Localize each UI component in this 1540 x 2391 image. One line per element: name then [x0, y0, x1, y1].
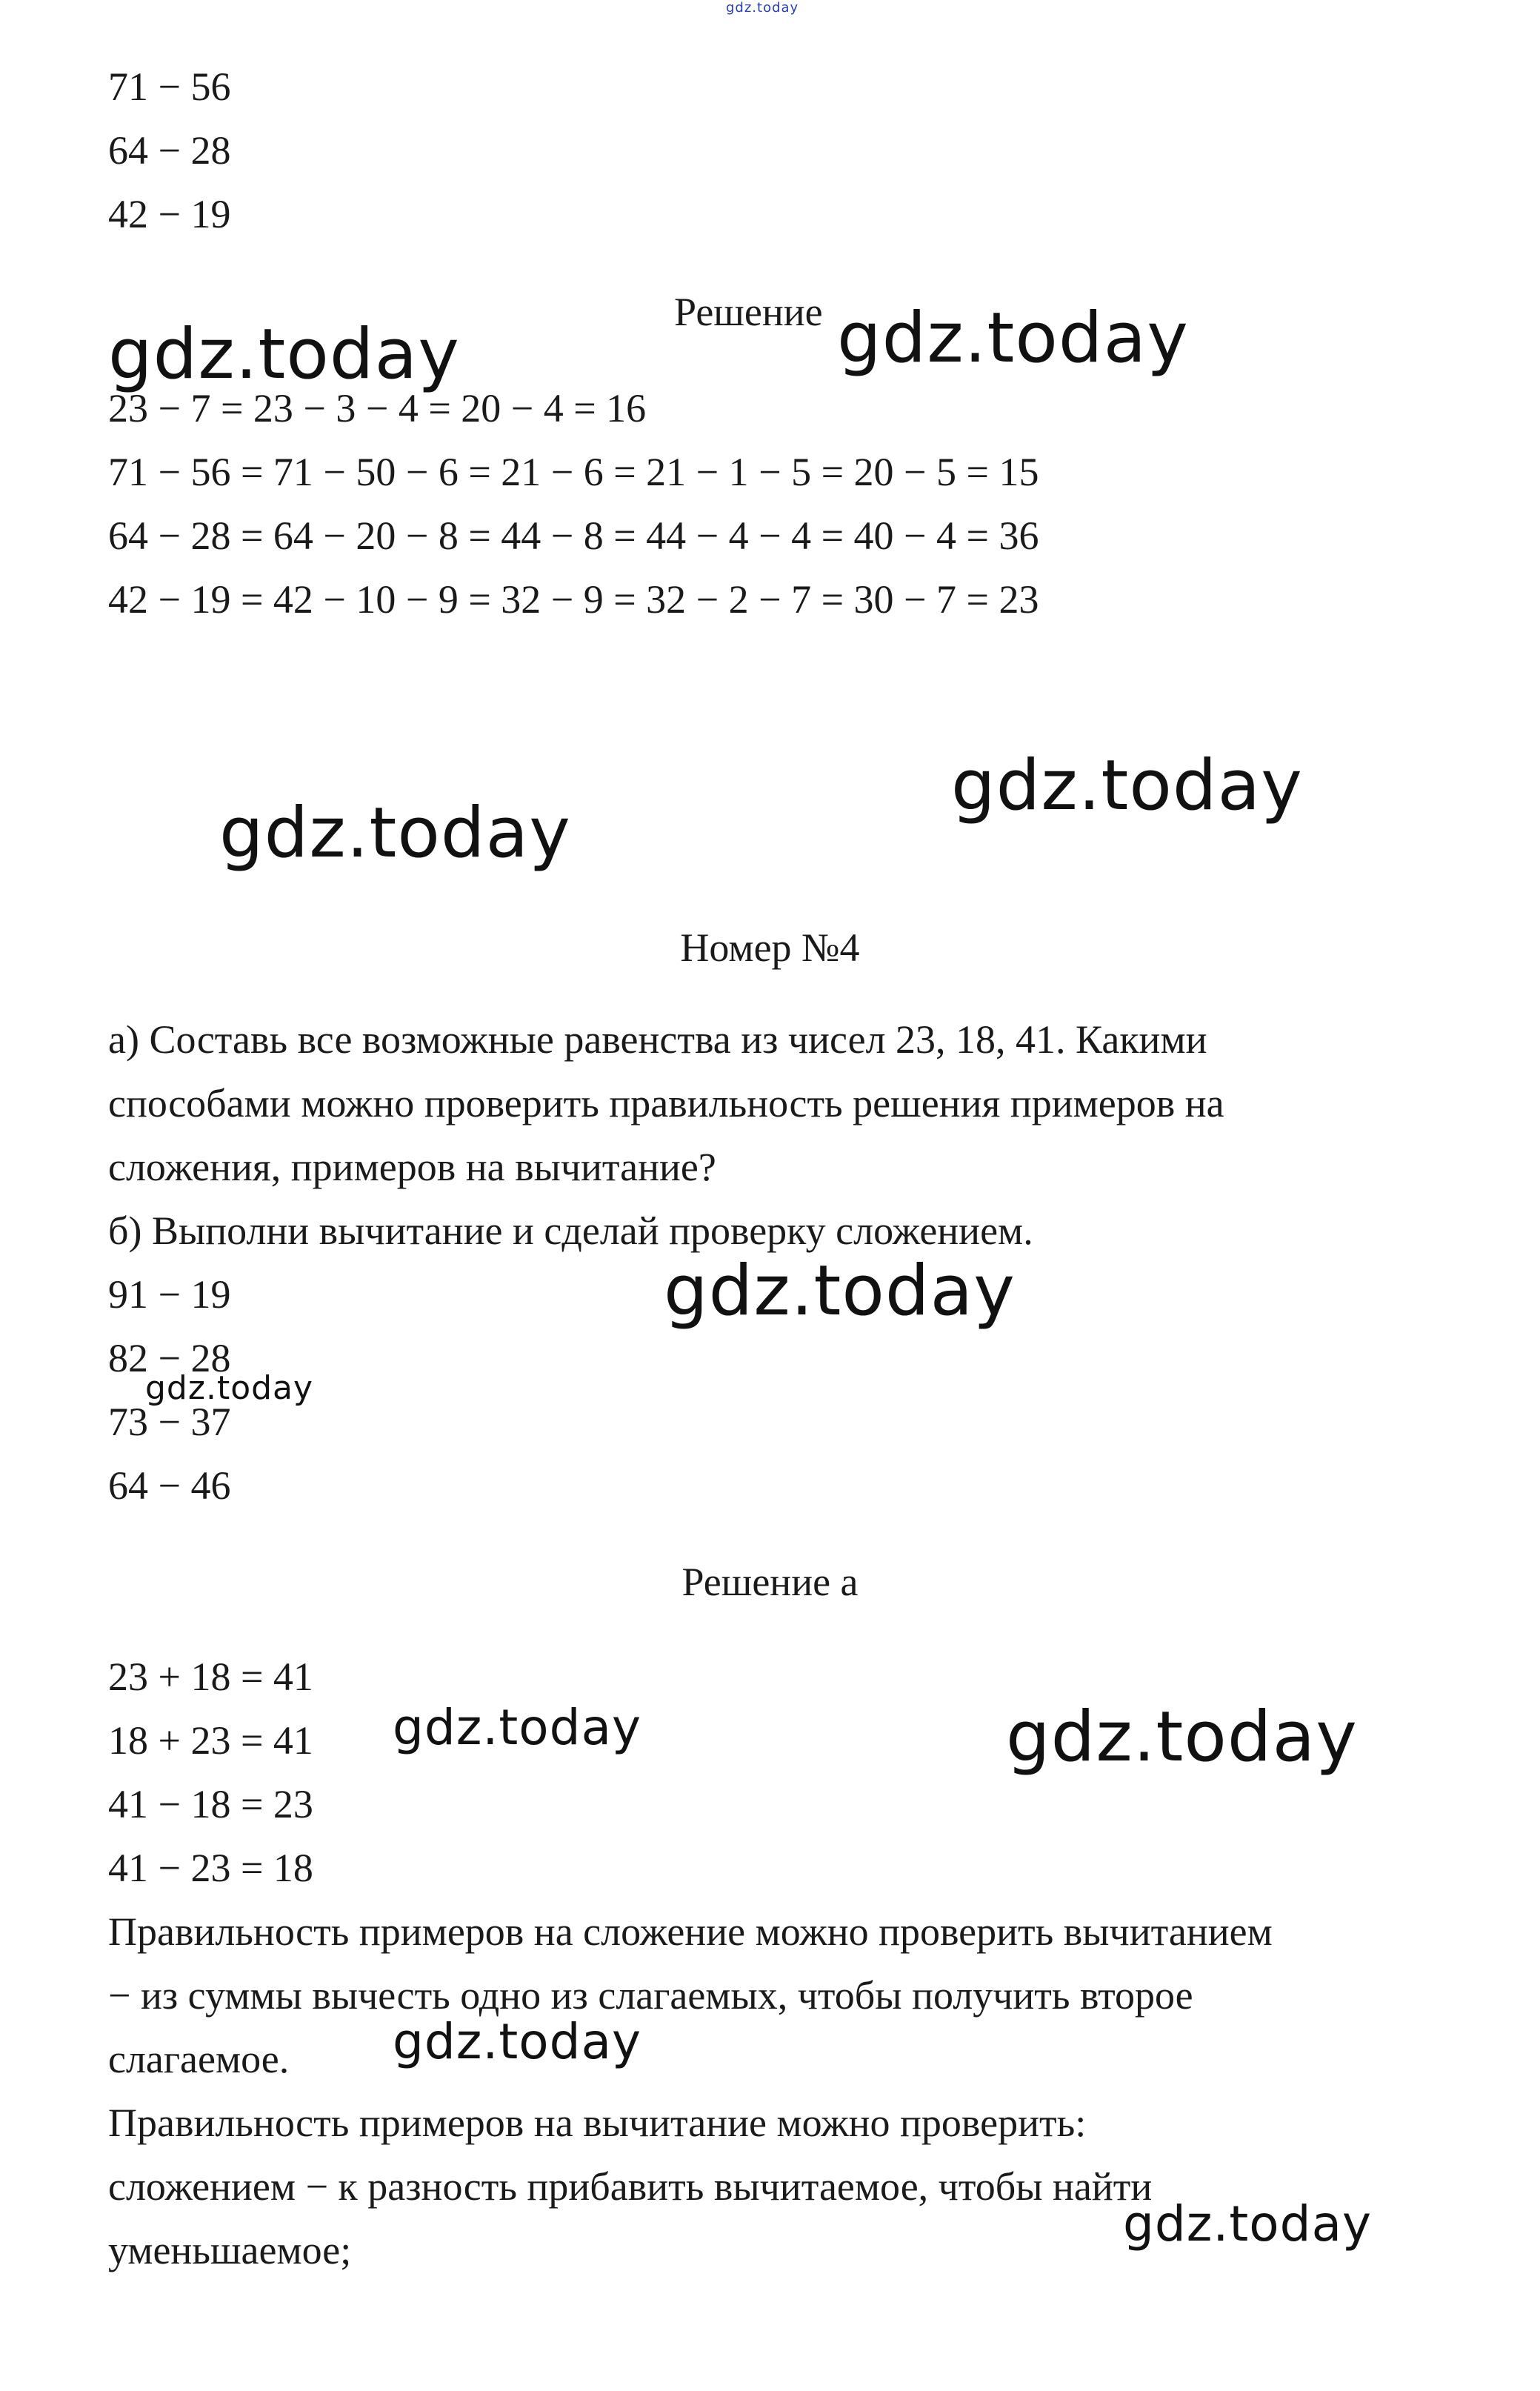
problem-line: 64 − 46	[108, 1463, 231, 1508]
explanation-line: Правильность примеров на сложение можно проверить вычитанием	[108, 1909, 1273, 1954]
explanation-line: уменьшаемое;	[108, 2228, 352, 2272]
solution-line: 42 − 19 = 42 − 10 − 9 = 32 − 9 = 32 − 2 − 7 = 30 − 7 = 23	[108, 577, 1039, 622]
task-text: б) Выполни вычитание и сделай проверку сложением.	[108, 1208, 1033, 1253]
solution-title: Решение а	[681, 1560, 859, 1604]
task-text: а) Составь все возможные равенства из чисел 23, 18, 41. Какими	[108, 1017, 1207, 1062]
problem-line: 71 − 56	[108, 64, 231, 109]
watermark-small: gdz.today	[145, 1369, 314, 1407]
problem-line: 64 − 28	[108, 128, 231, 173]
explanation-line: слагаемое.	[108, 2037, 290, 2081]
solution-line: 23 − 7 = 23 − 3 − 4 = 20 − 4 = 16	[108, 386, 647, 430]
problem-line: 73 − 37	[108, 1400, 231, 1444]
problem-line: 82 − 28	[108, 1336, 231, 1380]
watermark: gdz.today	[393, 2013, 642, 2070]
problem-line: 42 − 19	[108, 192, 231, 236]
equation-line: 41 − 18 = 23	[108, 1782, 313, 1826]
watermark: gdz.today	[393, 1699, 642, 1756]
solution-title: Решение	[674, 290, 823, 334]
watermark: gdz.today	[1123, 2195, 1373, 2252]
task-title: Номер №4	[680, 925, 860, 970]
watermark: gdz.today	[664, 1251, 1016, 1331]
solution-line: 64 − 28 = 64 − 20 − 8 = 44 − 8 = 44 − 4 − 4 = 40 − 4 = 36	[108, 513, 1039, 558]
equation-line: 41 − 23 = 18	[108, 1846, 313, 1890]
watermark: gdz.today	[108, 314, 460, 395]
solution-line: 71 − 56 = 71 − 50 − 6 = 21 − 6 = 21 − 1 − 5 = 20 − 5 = 15	[108, 450, 1039, 494]
task-text: способами можно проверить правильность решения примеров на	[108, 1081, 1224, 1125]
equation-line: 18 + 23 = 41	[108, 1718, 313, 1763]
explanation-line: Правильность примеров на вычитание можно проверить:	[108, 2101, 1087, 2145]
explanation-line: сложением − к разность прибавить вычитаемое, чтобы найти	[108, 2164, 1153, 2209]
equation-line: 23 + 18 = 41	[108, 1655, 313, 1699]
problem-line: 91 − 19	[108, 1272, 231, 1317]
task-text: сложения, примеров на вычитание?	[108, 1145, 716, 1189]
watermark: gdz.today	[951, 745, 1303, 826]
watermark: gdz.today	[219, 793, 571, 874]
watermark-tiny: gdz.today	[726, 0, 799, 16]
watermark: gdz.today	[837, 298, 1189, 379]
explanation-line: − из суммы вычесть одно из слагаемых, чтобы получить второе	[108, 1973, 1193, 2018]
watermark: gdz.today	[1006, 1697, 1358, 1778]
